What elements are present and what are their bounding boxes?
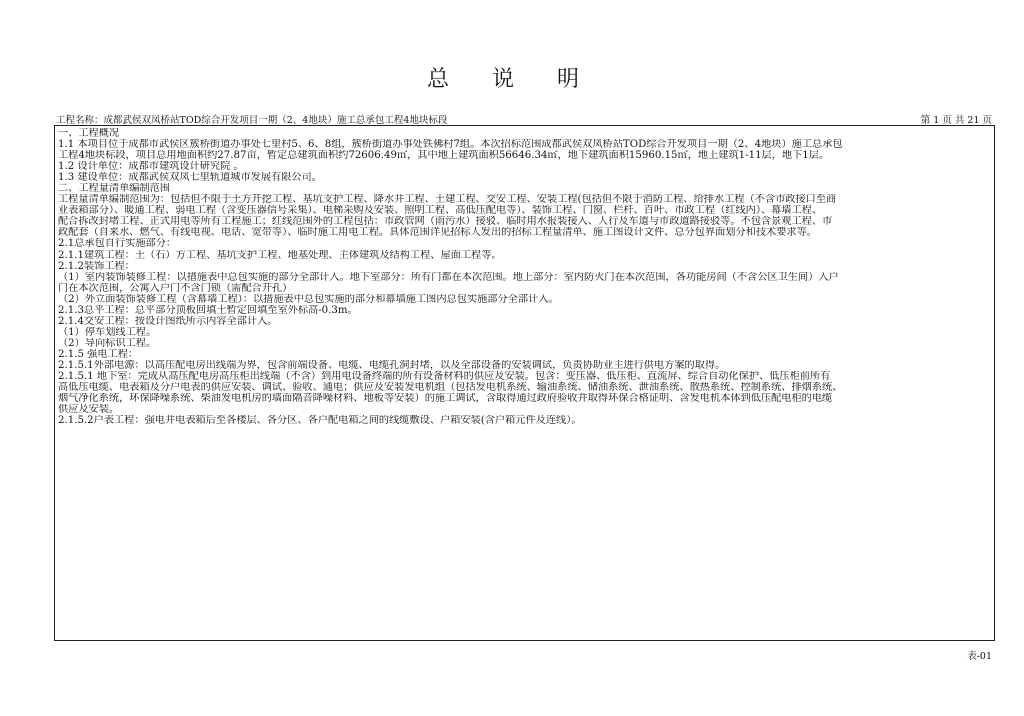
text-line: （1）室内装饰装修工程：以措施表中总包实施的部分全部计入。地下室部分：所有门都在本次范围。地上部分：室内防火门在本次范围，各功能房间（不含公区卫生间）入户 bbox=[58, 271, 839, 283]
text-line: 2.1.4交安工程：按设计图纸所示内容全部计入。 bbox=[58, 315, 278, 327]
text-line: 2.1总承包自行实施部分： bbox=[58, 238, 177, 250]
document-title: 总 说 明 bbox=[427, 67, 597, 92]
text-line: 工程量清单编制范围为：包括但不限于土方开挖工程、基坑支护工程、降水井工程、土建工程、交安工程、安装工程(包括但不限于消防工程、给排水工程（不含市政接口至商 bbox=[58, 194, 837, 206]
text-line: 2.1.5.1外部电源：以高压配电房出线端为界，包含前端设备、电缆、电缆孔洞封堵，以及全部设备的安装调试，负责协助业主进行供电方案的取得。 bbox=[58, 359, 726, 371]
project-name: 工程名称：成都武侯双凤桥站TOD综合开发项目一期（2、4地块）施工总承包工程4地块标段 bbox=[56, 115, 448, 126]
text-line: 2.1.2装饰工程： bbox=[58, 260, 135, 272]
text-line: 2.1.1建筑工程：土（石）方工程、基坑支护工程、地基处理、主体建筑及结构工程、屋面工程等。 bbox=[58, 249, 502, 261]
text-line: （1）停车划线工程。 bbox=[58, 326, 157, 338]
text-line: 1.2 设计单位：成都市建筑设计研究院 。 bbox=[58, 161, 244, 173]
text-line: 工程4地块标段，项目总用地面积约27.87亩，暂定总建筑面积约72606.49㎡，其中地上建筑面积56646.34㎡，地下建筑面积15960.15㎡，地上建筑1-11层，地下1层。 bbox=[58, 150, 830, 162]
text-line: 一、工程概况 bbox=[58, 128, 120, 139]
text-line: 供应及安装。 bbox=[58, 404, 120, 416]
text-line: 2.1.5.2户表工程：强电井电表箱后至各楼层、各分区、各户配电箱之间的线缆敷设、户箱安装(含户箱元件及连线）。 bbox=[58, 415, 582, 427]
text-line: 配合拆改封堵工程、正式用电等所有工程施工；红线范围外的工程包括：市政管网（雨污水）接驳、临时用水报装接入、人行及车道与市政道路接驳等。不包含景观工程、市 bbox=[58, 216, 833, 228]
footer-code: 表-01 bbox=[967, 651, 992, 662]
text-line: 烟气净化系统，环保降噪系统、柴油发电机房的墙面隔音降噪材料、地板等安装）的施工调试，含取得通过政府验收并取得环保合格证明、含发电机本体到低压配电柜的电缆 bbox=[58, 393, 833, 405]
text-line: 2.1.5 强电工程： bbox=[58, 348, 139, 360]
text-line: 1.1 本项目位于成都市武侯区簇桥街道办事处七里村5、6、8组，簇桥街道办事处铁佛村7组。本次招标范围成都武侯双凤桥站TOD综合开发项目一期（2、4地块）施工总承包 bbox=[58, 139, 843, 151]
text-line: 高低压电缆、电表箱及分户电表的供应安装、调试、验收、通电；供应及安装发电机组（包括发电机系统、输油系统、储油系统、泄油系统、散热系统、控制系统、排烟系统、 bbox=[58, 382, 843, 394]
text-line: （2）导向标识工程。 bbox=[58, 337, 157, 349]
text-line: 门在本次范围，公寓入户门不含门锁（需配合开孔） bbox=[58, 282, 293, 294]
text-line: 业表箱部分）、暖通工程、弱电工程（含变压器信号采集）、电梯采购及安装、照明工程、高低压配电等）、装饰工程、门窗、栏杆、百叶、市政工程（红线内）、幕墙工程、 bbox=[58, 205, 823, 217]
text-line: （2）外立面装饰装修工程（含幕墙工程）：以措施表中总包实施的部分和幕墙施工图内总包实施部分全部计入。 bbox=[58, 293, 559, 305]
text-line: 政配套（自来水、燃气、有线电视、电话、宽带等）、临时施工用电工程。具体范围详见招标人发出的招标工程量清单、施工图设计文件、总分包界面划分和技术要求等。 bbox=[58, 227, 817, 239]
text-line: 2.1.5.1 地下室：完成从高压配电房高压柜出线端（不含）到用电设备终端的所有设备材料的供应及安装。包含：变压器、低压柜、直流屏、综合自动化保护、低压柜前所有 bbox=[58, 371, 831, 383]
text-line: 二、工程量清单编制范围 bbox=[58, 183, 171, 195]
text-line: 1.3 建设单位：成都武侯双凤七里轨道城市发展有限公司。 bbox=[58, 172, 322, 184]
content-frame bbox=[54, 125, 995, 641]
text-line: 2.1.3总平工程：总平部分顶板回填土暂定回填至室外标高-0.3m。 bbox=[58, 304, 358, 316]
page-info: 第 1 页 共 21 页 bbox=[920, 115, 992, 126]
